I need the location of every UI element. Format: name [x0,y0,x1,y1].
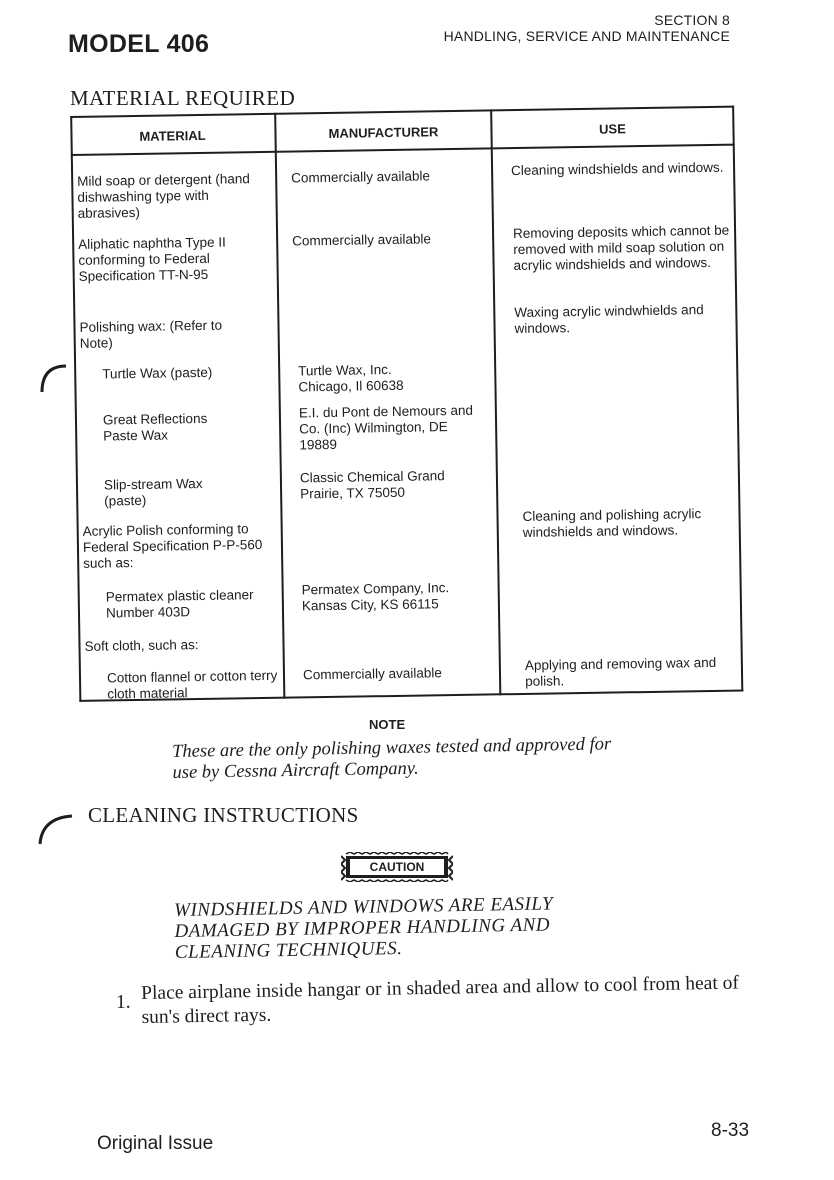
table-cell-material: Slip-stream Wax (paste) [103,475,203,509]
note-text: These are the only polishing waxes tested and approved for use by Cessna Aircraft Company. [172,734,612,783]
table-cell-manufacturer: Commercially available [291,168,431,186]
table-cell-material: Mild soap or detergent (hand dishwashing type with abrasives) [77,171,250,221]
table-cell-use: Removing deposits which cannot be removed with mild soap solution on acrylic windshields and windows. [512,222,730,274]
revision-mark-icon [36,808,76,848]
table-cell-manufacturer: Classic Chemical Grand Prairie, TX 75050 [299,468,445,502]
table-cell-use: Waxing acrylic windwhields and windows. [514,302,704,337]
note-title: NOTE [369,717,406,732]
footer-issue: Original Issue [97,1133,214,1154]
column-header-manufacturer: MANUFACTURER [328,124,439,141]
cleaning-instructions-heading: CLEANING INSTRUCTIONS [88,803,359,827]
section-number: SECTION 8 [654,12,730,28]
material-required-heading: MATERIAL REQUIRED [70,86,296,110]
model-title: MODEL 406 [68,30,210,58]
table-cell-manufacturer: Turtle Wax, Inc. Chicago, Il 60638 [298,361,404,395]
page-number: 8-33 [711,1120,750,1141]
column-divider [490,109,501,695]
table-cell-manufacturer: Commercially available [292,231,432,249]
table-cell-material: Polishing wax: (Refer to Note) [79,317,223,351]
material-table [70,94,747,704]
section-title: HANDLING, SERVICE AND MAINTENANCE [443,28,730,44]
caution-label: CAUTION [369,860,425,874]
table-top-border [70,106,734,118]
section-header [444,12,730,44]
table-cell-material: Great Reflections Paste Wax [102,410,208,444]
table-cell-use: Applying and removing wax and polish. [524,654,717,689]
step-text: Place airplane inside hangar or in shaded area and allow to cool from heat of sun's direct rays. [141,972,740,1028]
table-cell-manufacturer: E.I. du Pont de Nemours and Co. (Inc) Wilmington, DE 19889 [298,402,474,453]
table-cell-material: Cotton flannel or cotton terry cloth material [106,667,278,702]
column-divider [274,113,285,699]
table-cell-manufacturer: Commercially available [302,665,442,683]
caution-badge [341,852,453,882]
step-number: 1. [116,992,131,1013]
table-cell-material: Acrylic Polish conforming to Federal Specification P-P-560 such as: [82,521,263,571]
caution-text: WINDSHIELDS AND WINDOWS ARE EASILY DAMAGED BY IMPROPER HANDLING AND CLEANING TECHNIQUES. [174,893,554,963]
column-header-use: USE [598,121,626,137]
table-cell-material: Permatex plastic cleaner Number 403D [105,587,254,621]
table-cell-material: Aliphatic naphtha Type II conforming to Federal Specification TT-N-95 [78,234,226,284]
table-cell-use: Cleaning windshields and windows. [510,159,724,179]
revision-mark-icon [36,358,72,398]
table-cell-material: Turtle Wax (paste) [102,364,213,382]
table-right-border [732,106,743,692]
table-cell-use: Cleaning and polishing acrylic windshields and windows. [522,506,702,540]
table-cell-material: Soft cloth, such as: [84,637,199,654]
header-underline [71,144,735,156]
column-header-material: MATERIAL [139,127,206,144]
table-cell-manufacturer: Permatex Company, Inc. Kansas City, KS 66115 [301,580,450,614]
